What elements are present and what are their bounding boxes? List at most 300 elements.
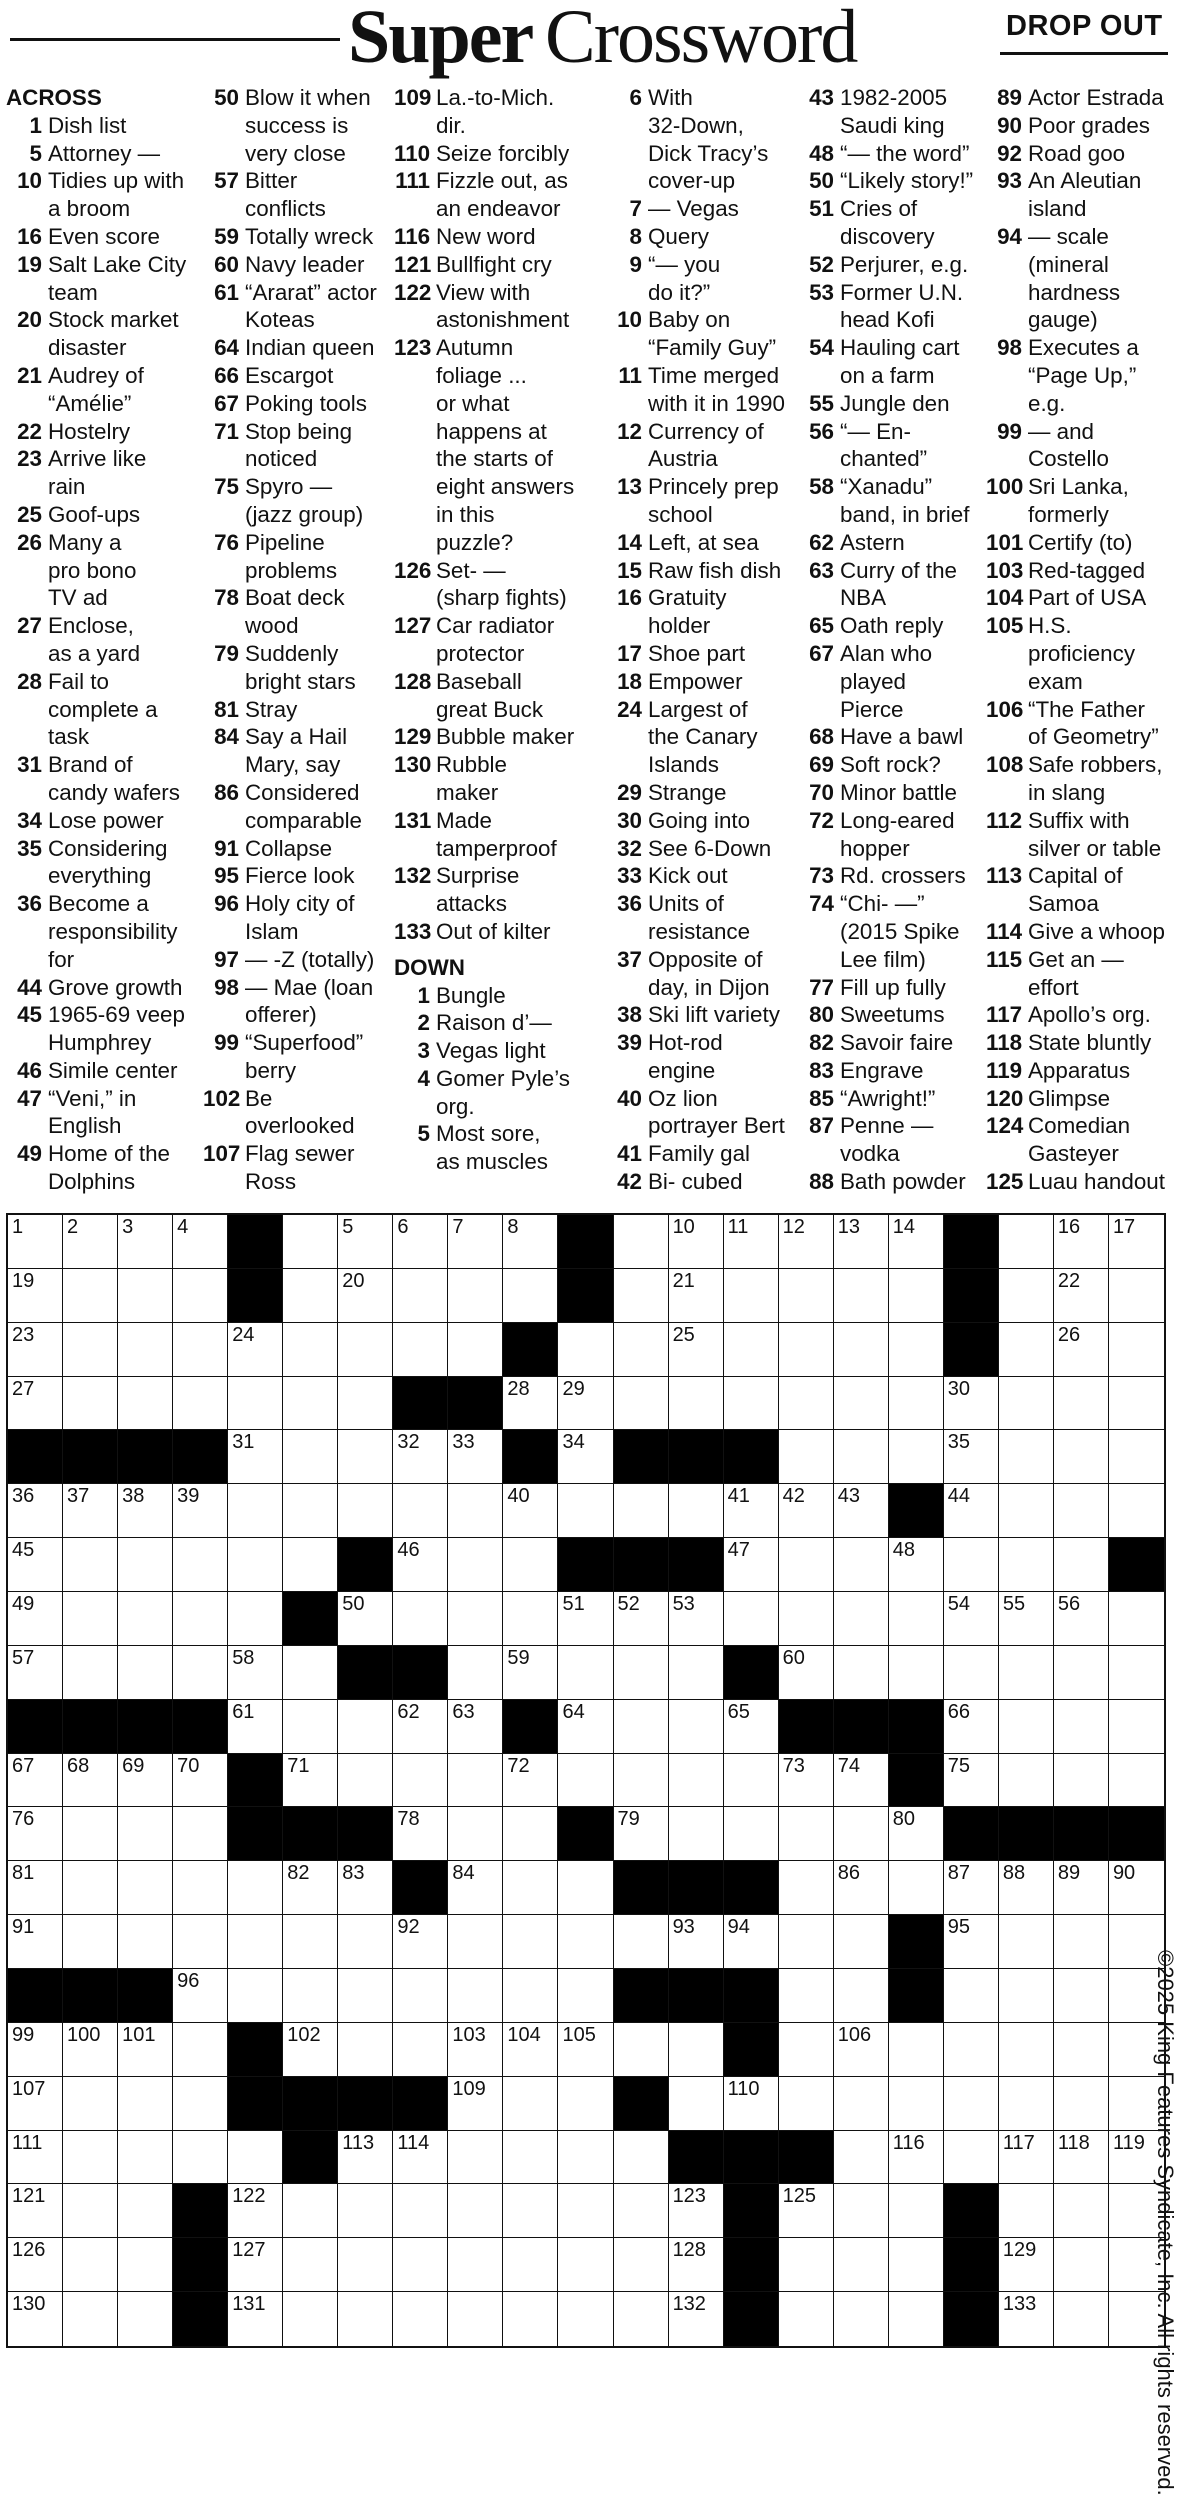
grid-cell[interactable]: [999, 1754, 1054, 1808]
grid-cell[interactable]: [724, 1807, 779, 1861]
grid-cell[interactable]: [503, 1754, 558, 1808]
grid-cell[interactable]: [283, 1646, 338, 1700]
grid-cell[interactable]: [669, 1646, 724, 1700]
grid-cell[interactable]: [779, 1915, 834, 1969]
grid-cell[interactable]: [614, 1484, 669, 1538]
grid-cell[interactable]: [669, 1807, 724, 1861]
grid-cell[interactable]: [999, 1430, 1054, 1484]
grid-cell[interactable]: [8, 1915, 63, 1969]
grid-cell[interactable]: [779, 1754, 834, 1808]
grid-cell[interactable]: [118, 2131, 173, 2185]
grid-cell[interactable]: [118, 2292, 173, 2346]
grid-cell[interactable]: [118, 1484, 173, 1538]
grid-cell[interactable]: [558, 1700, 613, 1754]
grid-cell[interactable]: [834, 1646, 889, 1700]
grid-cell[interactable]: [889, 1861, 944, 1915]
grid-cell[interactable]: [228, 1323, 283, 1377]
grid-cell[interactable]: [8, 2292, 63, 2346]
grid-cell[interactable]: [1054, 1538, 1109, 1592]
grid-cell[interactable]: [393, 1754, 448, 1808]
grid-cell[interactable]: [118, 1269, 173, 1323]
grid-cell[interactable]: [228, 1861, 283, 1915]
grid-cell[interactable]: [889, 2131, 944, 2185]
grid-cell[interactable]: [724, 1215, 779, 1269]
grid-cell[interactable]: [393, 1538, 448, 1592]
grid-cell[interactable]: [448, 1700, 503, 1754]
grid-cell[interactable]: [669, 1754, 724, 1808]
grid-cell[interactable]: [999, 2292, 1054, 2346]
grid-cell[interactable]: [63, 1323, 118, 1377]
grid-cell[interactable]: [393, 2023, 448, 2077]
grid-cell[interactable]: [669, 1269, 724, 1323]
grid-cell[interactable]: [8, 1484, 63, 1538]
grid-cell[interactable]: [393, 1969, 448, 2023]
grid-cell[interactable]: [779, 1646, 834, 1700]
grid-cell[interactable]: [999, 1969, 1054, 2023]
grid-cell[interactable]: [669, 1323, 724, 1377]
grid-cell[interactable]: [944, 1861, 999, 1915]
grid-cell[interactable]: [503, 1484, 558, 1538]
grid-cell[interactable]: [999, 2077, 1054, 2131]
grid-cell[interactable]: [834, 1484, 889, 1538]
grid-cell[interactable]: [118, 2238, 173, 2292]
grid-cell[interactable]: [834, 1269, 889, 1323]
grid-cell[interactable]: [889, 1269, 944, 1323]
grid-cell[interactable]: [1109, 1269, 1164, 1323]
grid-cell[interactable]: [228, 1538, 283, 1592]
grid-cell[interactable]: [779, 2238, 834, 2292]
grid-cell[interactable]: [558, 2292, 613, 2346]
grid-cell[interactable]: [503, 1861, 558, 1915]
grid-cell[interactable]: [669, 1377, 724, 1431]
grid-cell[interactable]: [558, 1484, 613, 1538]
grid-cell[interactable]: [999, 1269, 1054, 1323]
grid-cell[interactable]: [779, 1484, 834, 1538]
grid-cell[interactable]: [614, 2238, 669, 2292]
grid-cell[interactable]: [834, 2077, 889, 2131]
grid-cell[interactable]: [669, 2238, 724, 2292]
grid-cell[interactable]: [779, 2184, 834, 2238]
grid-cell[interactable]: [999, 1646, 1054, 1700]
grid-cell[interactable]: [1054, 1430, 1109, 1484]
grid-cell[interactable]: [8, 1538, 63, 1592]
grid-cell[interactable]: [558, 1323, 613, 1377]
grid-cell[interactable]: [448, 1430, 503, 1484]
grid-cell[interactable]: [558, 2238, 613, 2292]
grid-cell[interactable]: [173, 1807, 228, 1861]
grid-cell[interactable]: [393, 1915, 448, 1969]
grid-cell[interactable]: [8, 2077, 63, 2131]
grid-cell[interactable]: [558, 2023, 613, 2077]
grid-cell[interactable]: [1054, 2292, 1109, 2346]
grid-cell[interactable]: [614, 2292, 669, 2346]
grid-cell[interactable]: [1054, 1861, 1109, 1915]
grid-cell[interactable]: [669, 1915, 724, 1969]
grid-cell[interactable]: [779, 2292, 834, 2346]
grid-cell[interactable]: [8, 1323, 63, 1377]
grid-cell[interactable]: [999, 1861, 1054, 1915]
grid-cell[interactable]: [614, 1646, 669, 1700]
grid-cell[interactable]: [834, 1377, 889, 1431]
grid-cell[interactable]: [558, 1377, 613, 1431]
grid-cell[interactable]: [503, 1969, 558, 2023]
grid-cell[interactable]: [118, 1861, 173, 1915]
grid-cell[interactable]: [889, 2292, 944, 2346]
grid-cell[interactable]: [614, 1700, 669, 1754]
grid-cell[interactable]: [283, 1915, 338, 1969]
grid-cell[interactable]: [393, 1430, 448, 1484]
grid-cell[interactable]: [173, 1269, 228, 1323]
grid-cell[interactable]: [63, 2292, 118, 2346]
grid-cell[interactable]: [63, 1592, 118, 1646]
grid-cell[interactable]: [1054, 1700, 1109, 1754]
grid-cell[interactable]: [448, 2131, 503, 2185]
grid-cell[interactable]: [503, 1807, 558, 1861]
grid-cell[interactable]: [173, 2077, 228, 2131]
grid-cell[interactable]: [614, 1754, 669, 1808]
grid-cell[interactable]: [889, 2023, 944, 2077]
grid-cell[interactable]: [173, 2023, 228, 2077]
grid-cell[interactable]: [724, 1269, 779, 1323]
grid-cell[interactable]: [228, 1700, 283, 1754]
grid-cell[interactable]: [669, 2023, 724, 2077]
grid-cell[interactable]: [889, 2077, 944, 2131]
grid-cell[interactable]: [944, 1754, 999, 1808]
grid-cell[interactable]: [779, 2077, 834, 2131]
grid-cell[interactable]: [118, 1377, 173, 1431]
grid-cell[interactable]: [63, 1807, 118, 1861]
grid-cell[interactable]: [724, 1538, 779, 1592]
grid-cell[interactable]: [889, 1377, 944, 1431]
grid-cell[interactable]: [503, 1269, 558, 1323]
grid-cell[interactable]: [283, 1430, 338, 1484]
grid-cell[interactable]: [448, 1915, 503, 1969]
grid-cell[interactable]: [1109, 1592, 1164, 1646]
grid-cell[interactable]: [1054, 1484, 1109, 1538]
grid-cell[interactable]: [724, 1484, 779, 1538]
grid-cell[interactable]: [283, 1754, 338, 1808]
grid-cell[interactable]: [173, 1646, 228, 1700]
grid-cell[interactable]: [558, 1646, 613, 1700]
grid-cell[interactable]: [889, 1323, 944, 1377]
grid-cell[interactable]: [614, 2184, 669, 2238]
grid-cell[interactable]: [1109, 1484, 1164, 1538]
grid-cell[interactable]: [503, 2292, 558, 2346]
grid-cell[interactable]: [63, 1861, 118, 1915]
grid-cell[interactable]: [503, 1646, 558, 1700]
grid-cell[interactable]: [614, 1807, 669, 1861]
grid-cell[interactable]: [283, 1323, 338, 1377]
grid-cell[interactable]: [338, 1969, 393, 2023]
grid-cell[interactable]: [63, 2238, 118, 2292]
grid-cell[interactable]: [999, 1538, 1054, 1592]
grid-cell[interactable]: [1054, 2131, 1109, 2185]
grid-cell[interactable]: [779, 1269, 834, 1323]
grid-cell[interactable]: [944, 2077, 999, 2131]
grid-cell[interactable]: [118, 2077, 173, 2131]
grid-cell[interactable]: [338, 1861, 393, 1915]
grid-cell[interactable]: [944, 1700, 999, 1754]
grid-cell[interactable]: [503, 2131, 558, 2185]
grid-cell[interactable]: [448, 2184, 503, 2238]
grid-cell[interactable]: [779, 1592, 834, 1646]
grid-cell[interactable]: [338, 2292, 393, 2346]
grid-cell[interactable]: [228, 1484, 283, 1538]
grid-cell[interactable]: [393, 2238, 448, 2292]
grid-cell[interactable]: [63, 2077, 118, 2131]
grid-cell[interactable]: [338, 1484, 393, 1538]
grid-cell[interactable]: [228, 1430, 283, 1484]
grid-cell[interactable]: [779, 1807, 834, 1861]
grid-cell[interactable]: [448, 2077, 503, 2131]
grid-cell[interactable]: [173, 1754, 228, 1808]
grid-cell[interactable]: [889, 1646, 944, 1700]
grid-cell[interactable]: [1054, 2023, 1109, 2077]
grid-cell[interactable]: [614, 1377, 669, 1431]
grid-cell[interactable]: [448, 1861, 503, 1915]
grid-cell[interactable]: [669, 2077, 724, 2131]
grid-cell[interactable]: [8, 1215, 63, 1269]
grid-cell[interactable]: [448, 2023, 503, 2077]
grid-cell[interactable]: [999, 1215, 1054, 1269]
grid-cell[interactable]: [228, 2131, 283, 2185]
grid-cell[interactable]: [118, 1646, 173, 1700]
grid-cell[interactable]: [724, 1592, 779, 1646]
grid-cell[interactable]: [393, 2292, 448, 2346]
grid-cell[interactable]: [173, 1592, 228, 1646]
grid-cell[interactable]: [503, 1215, 558, 1269]
grid-cell[interactable]: [1054, 1969, 1109, 2023]
grid-cell[interactable]: [558, 1861, 613, 1915]
grid-cell[interactable]: [614, 1215, 669, 1269]
grid-cell[interactable]: [1054, 1592, 1109, 1646]
grid-cell[interactable]: [558, 1969, 613, 2023]
grid-cell[interactable]: [393, 2131, 448, 2185]
grid-cell[interactable]: [779, 1323, 834, 1377]
grid-cell[interactable]: [779, 1538, 834, 1592]
grid-cell[interactable]: [338, 1215, 393, 1269]
grid-cell[interactable]: [63, 1538, 118, 1592]
grid-cell[interactable]: [834, 2292, 889, 2346]
grid-cell[interactable]: [558, 1754, 613, 1808]
grid-cell[interactable]: [889, 1215, 944, 1269]
grid-cell[interactable]: [944, 1915, 999, 1969]
grid-cell[interactable]: [283, 2238, 338, 2292]
grid-cell[interactable]: [63, 1915, 118, 1969]
grid-cell[interactable]: [1054, 1377, 1109, 1431]
grid-cell[interactable]: [614, 1592, 669, 1646]
grid-cell[interactable]: [228, 1969, 283, 2023]
grid-cell[interactable]: [448, 1807, 503, 1861]
grid-cell[interactable]: [63, 1377, 118, 1431]
grid-cell[interactable]: [944, 1969, 999, 2023]
grid-cell[interactable]: [283, 1215, 338, 1269]
grid-cell[interactable]: [834, 1969, 889, 2023]
grid-cell[interactable]: [558, 1592, 613, 1646]
grid-cell[interactable]: [283, 1538, 338, 1592]
grid-cell[interactable]: [944, 1484, 999, 1538]
grid-cell[interactable]: [63, 1215, 118, 1269]
grid-cell[interactable]: [118, 1538, 173, 1592]
grid-cell[interactable]: [614, 2023, 669, 2077]
grid-cell[interactable]: [8, 2238, 63, 2292]
grid-cell[interactable]: [614, 1915, 669, 1969]
grid-cell[interactable]: [118, 1754, 173, 1808]
grid-cell[interactable]: [614, 1269, 669, 1323]
grid-cell[interactable]: [338, 1700, 393, 1754]
grid-cell[interactable]: [999, 2184, 1054, 2238]
grid-cell[interactable]: [558, 2077, 613, 2131]
grid-cell[interactable]: [63, 2131, 118, 2185]
grid-cell[interactable]: [8, 1861, 63, 1915]
grid-cell[interactable]: [448, 1215, 503, 1269]
grid-cell[interactable]: [889, 1807, 944, 1861]
grid-cell[interactable]: [448, 1592, 503, 1646]
grid-cell[interactable]: [338, 1430, 393, 1484]
grid-cell[interactable]: [724, 1754, 779, 1808]
grid-cell[interactable]: [283, 2292, 338, 2346]
grid-cell[interactable]: [889, 1430, 944, 1484]
grid-cell[interactable]: [338, 2131, 393, 2185]
grid-cell[interactable]: [63, 1484, 118, 1538]
grid-cell[interactable]: [944, 1592, 999, 1646]
grid-cell[interactable]: [228, 2292, 283, 2346]
grid-cell[interactable]: [118, 1592, 173, 1646]
grid-cell[interactable]: [393, 1269, 448, 1323]
grid-cell[interactable]: [1109, 1215, 1164, 1269]
grid-cell[interactable]: [448, 1969, 503, 2023]
grid-cell[interactable]: [944, 1538, 999, 1592]
grid-cell[interactable]: [779, 2023, 834, 2077]
grid-cell[interactable]: [558, 2131, 613, 2185]
grid-cell[interactable]: [558, 1915, 613, 1969]
grid-cell[interactable]: [503, 1592, 558, 1646]
grid-cell[interactable]: [669, 2184, 724, 2238]
grid-cell[interactable]: [834, 1323, 889, 1377]
grid-cell[interactable]: [393, 1700, 448, 1754]
grid-cell[interactable]: [1109, 1646, 1164, 1700]
grid-cell[interactable]: [173, 1215, 228, 1269]
grid-cell[interactable]: [503, 2238, 558, 2292]
grid-cell[interactable]: [448, 2292, 503, 2346]
grid-cell[interactable]: [338, 1754, 393, 1808]
grid-cell[interactable]: [724, 1700, 779, 1754]
grid-cell[interactable]: [999, 1700, 1054, 1754]
grid-cell[interactable]: [1054, 1646, 1109, 1700]
grid-cell[interactable]: [503, 2184, 558, 2238]
grid-cell[interactable]: [448, 1646, 503, 1700]
grid-cell[interactable]: [173, 1377, 228, 1431]
grid-cell[interactable]: [338, 1269, 393, 1323]
grid-cell[interactable]: [173, 1969, 228, 2023]
grid-cell[interactable]: [63, 2023, 118, 2077]
grid-cell[interactable]: [724, 1915, 779, 1969]
grid-cell[interactable]: [1109, 1377, 1164, 1431]
grid-cell[interactable]: [283, 1377, 338, 1431]
grid-cell[interactable]: [228, 2238, 283, 2292]
grid-cell[interactable]: [228, 1915, 283, 1969]
grid-cell[interactable]: [393, 1807, 448, 1861]
grid-cell[interactable]: [724, 2077, 779, 2131]
grid-cell[interactable]: [283, 1269, 338, 1323]
grid-cell[interactable]: [834, 1807, 889, 1861]
grid-cell[interactable]: [173, 1323, 228, 1377]
grid-cell[interactable]: [338, 1377, 393, 1431]
grid-cell[interactable]: [834, 1861, 889, 1915]
grid-cell[interactable]: [1109, 1861, 1164, 1915]
grid-cell[interactable]: [779, 1215, 834, 1269]
grid-cell[interactable]: [8, 1754, 63, 1808]
grid-cell[interactable]: [944, 1430, 999, 1484]
grid-cell[interactable]: [338, 1592, 393, 1646]
grid-cell[interactable]: [118, 1215, 173, 1269]
grid-cell[interactable]: [228, 1646, 283, 1700]
grid-cell[interactable]: [63, 1646, 118, 1700]
grid-cell[interactable]: [283, 1861, 338, 1915]
grid-cell[interactable]: [8, 1592, 63, 1646]
grid-cell[interactable]: [944, 1646, 999, 1700]
grid-cell[interactable]: [118, 1915, 173, 1969]
grid-cell[interactable]: [944, 2131, 999, 2185]
grid-cell[interactable]: [503, 2023, 558, 2077]
grid-cell[interactable]: [834, 1754, 889, 1808]
grid-cell[interactable]: [173, 1538, 228, 1592]
grid-cell[interactable]: [118, 1807, 173, 1861]
grid-cell[interactable]: [999, 1484, 1054, 1538]
grid-cell[interactable]: [889, 1592, 944, 1646]
grid-cell[interactable]: [1054, 1915, 1109, 1969]
grid-cell[interactable]: [393, 1484, 448, 1538]
grid-cell[interactable]: [8, 1269, 63, 1323]
grid-cell[interactable]: [8, 1377, 63, 1431]
grid-cell[interactable]: [999, 2238, 1054, 2292]
grid-cell[interactable]: [63, 1754, 118, 1808]
grid-cell[interactable]: [558, 1430, 613, 1484]
grid-cell[interactable]: [999, 1592, 1054, 1646]
grid-cell[interactable]: [393, 2184, 448, 2238]
grid-cell[interactable]: [779, 1430, 834, 1484]
grid-cell[interactable]: [944, 2023, 999, 2077]
grid-cell[interactable]: [8, 2131, 63, 2185]
grid-cell[interactable]: [1054, 2077, 1109, 2131]
grid-cell[interactable]: [999, 2023, 1054, 2077]
grid-cell[interactable]: [724, 1323, 779, 1377]
grid-cell[interactable]: [834, 2238, 889, 2292]
grid-cell[interactable]: [283, 1700, 338, 1754]
grid-cell[interactable]: [834, 1592, 889, 1646]
grid-cell[interactable]: [173, 1915, 228, 1969]
grid-cell[interactable]: [669, 1700, 724, 1754]
grid-cell[interactable]: [1054, 1269, 1109, 1323]
grid-cell[interactable]: [1054, 2238, 1109, 2292]
grid-cell[interactable]: [338, 2184, 393, 2238]
grid-cell[interactable]: [999, 1915, 1054, 1969]
grid-cell[interactable]: [1054, 1215, 1109, 1269]
grid-cell[interactable]: [283, 1969, 338, 2023]
grid-cell[interactable]: [118, 1323, 173, 1377]
grid-cell[interactable]: [834, 1915, 889, 1969]
grid-cell[interactable]: [889, 1538, 944, 1592]
grid-cell[interactable]: [448, 1538, 503, 1592]
grid-cell[interactable]: [8, 1807, 63, 1861]
grid-cell[interactable]: [393, 1215, 448, 1269]
grid-cell[interactable]: [1054, 1754, 1109, 1808]
grid-cell[interactable]: [834, 2023, 889, 2077]
grid-cell[interactable]: [669, 1215, 724, 1269]
grid-cell[interactable]: [8, 2023, 63, 2077]
grid-cell[interactable]: [228, 1377, 283, 1431]
grid-cell[interactable]: [448, 1269, 503, 1323]
